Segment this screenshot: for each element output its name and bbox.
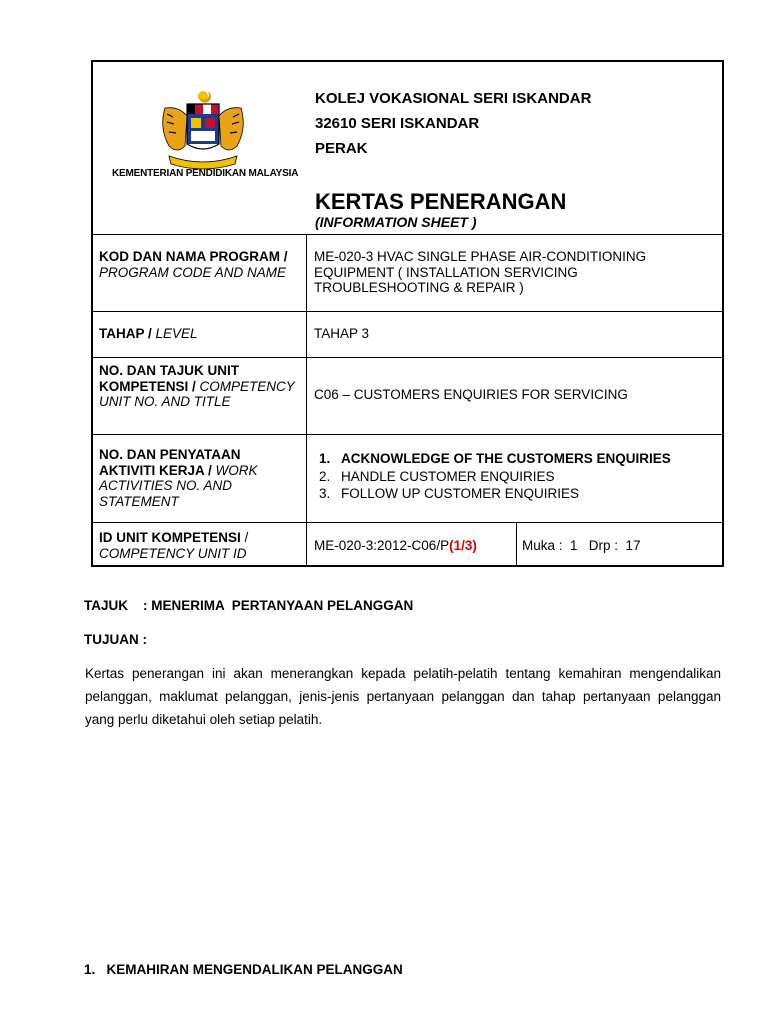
college-state: PERAK xyxy=(315,140,368,157)
cell-divider xyxy=(516,522,517,567)
program-value: ME-020-3 HVAC SINGLE PHASE AIR-CONDITIONING EQUIPMENT ( INSTALLATION SERVICING TROUBLESHOOTING & REPAIR ) xyxy=(314,249,647,295)
document-subtitle: (INFORMATION SHEET ) xyxy=(315,214,477,230)
unit-label: NO. DAN TAJUK UNIT KOMPETENSI / COMPETENCY UNIT NO. AND TITLE xyxy=(99,363,295,409)
coat-of-arms-icon xyxy=(155,88,251,174)
document-title: KERTAS PENERANGAN xyxy=(315,189,567,214)
row-divider xyxy=(93,357,722,358)
college-postcode: 32610 SERI ISKANDAR xyxy=(315,115,480,132)
activity-item: 2. HANDLE CUSTOMER ENQUIRIES xyxy=(319,469,555,484)
level-value: TAHAP 3 xyxy=(314,326,370,341)
row-divider xyxy=(93,434,722,435)
purpose-paragraph: Kertas penerangan ini akan menerangkan kepada pelatih-pelatih tentang kemahiran mengendalikan pelanggan, maklumat pelanggan, jenis-jenis pertanyaan pelanggan dan tahap pertanyaan pelanggan yang perlu diketahui oleh setiap pelatih. xyxy=(85,666,721,727)
row-divider xyxy=(93,311,722,312)
level-label: TAHAP / LEVEL xyxy=(99,326,198,341)
activities-label: NO. DAN PENYATAAN AKTIVITI KERJA / WORK ACTIVITIES NO. AND STATEMENT xyxy=(99,447,258,509)
info-sheet-frame xyxy=(91,60,724,567)
program-label: KOD DAN NAMA PROGRAM / PROGRAM CODE AND NAME xyxy=(99,249,288,280)
unit-value: C06 – CUSTOMERS ENQUIRIES FOR SERVICING xyxy=(314,387,628,402)
column-divider xyxy=(306,234,307,567)
row-divider xyxy=(93,522,722,523)
page-count: Muka : 1 Drp : 17 xyxy=(522,538,641,553)
ministry-name: KEMENTERIAN PENDIDIKAN MALAYSIA xyxy=(112,168,299,179)
header-block xyxy=(93,62,722,235)
activity-item: 1. ACKNOWLEDGE OF THE CUSTOMERS ENQUIRIES xyxy=(319,451,671,466)
college-name: KOLEJ VOKASIONAL SERI ISKANDAR xyxy=(315,90,592,107)
purpose-heading: TUJUAN : xyxy=(84,632,147,647)
unit-id-value: ME-020-3:2012-C06/P(1/3) xyxy=(314,538,477,553)
section-heading: 1. KEMAHIRAN MENGENDALIKAN PELANGGAN xyxy=(84,962,403,977)
activity-item: 3. FOLLOW UP CUSTOMER ENQUIRIES xyxy=(319,486,580,501)
topic-heading: TAJUK : MENERIMA PERTANYAAN PELANGGAN xyxy=(84,598,414,613)
unit-id-label: ID UNIT KOMPETENSI / COMPETENCY UNIT ID xyxy=(99,530,249,561)
